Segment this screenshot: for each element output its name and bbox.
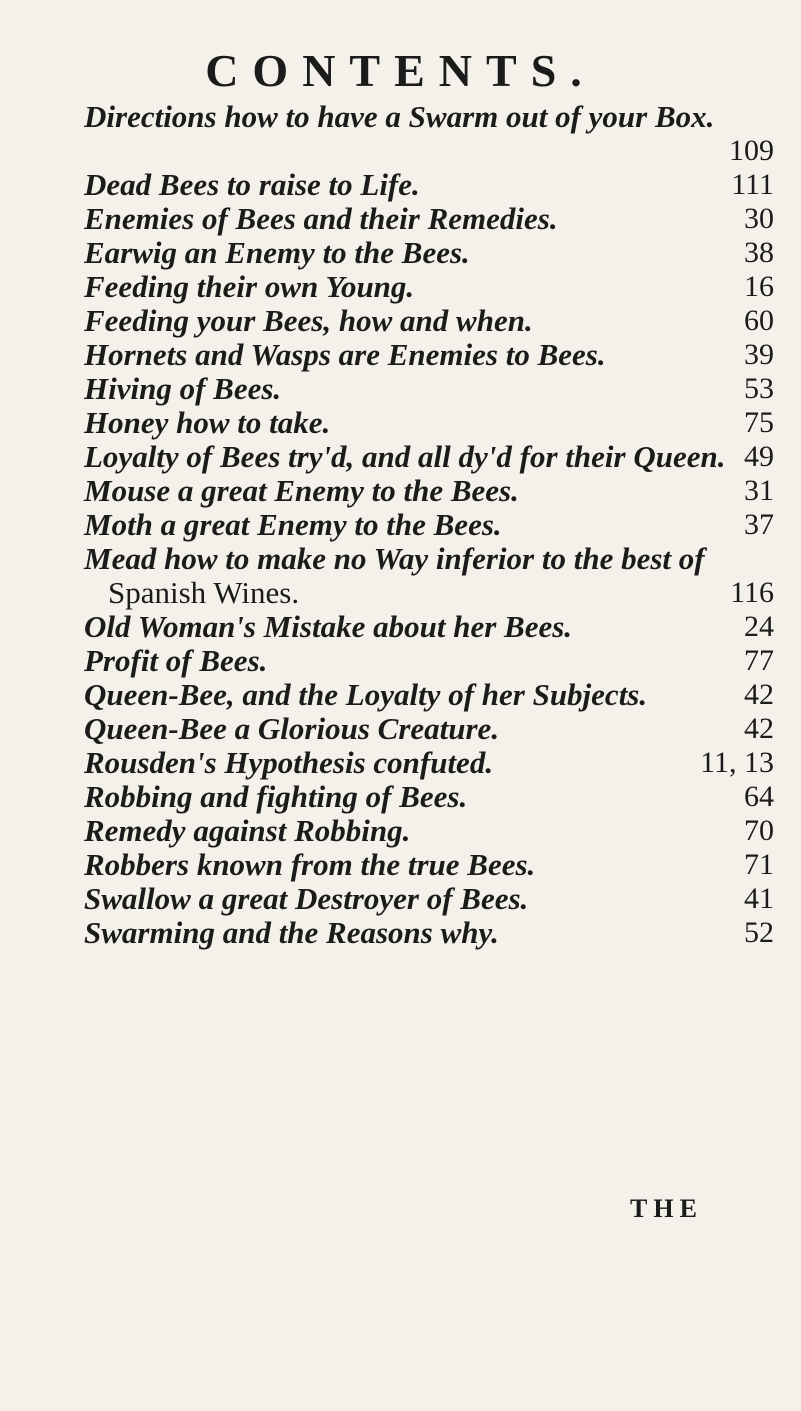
entry-page: 71 <box>744 848 774 881</box>
entry-page: 38 <box>744 236 774 269</box>
entry-title: Swarming and the Reasons why. <box>84 915 499 950</box>
entry-title: Robbing and fighting of Bees. <box>84 779 468 814</box>
entry-page: 16 <box>744 270 774 303</box>
entry-page: 77 <box>744 644 774 677</box>
entry-title: Old Woman's Mistake about her Bees. <box>84 609 573 644</box>
entry-title: Mouse a great Enemy to the Bees. <box>84 473 519 508</box>
entry-page: 11, 13 <box>700 746 774 779</box>
entry-title: Queen-Bee, and the Loyalty of her Subjects. <box>84 677 648 712</box>
entry-title: Dead Bees to raise to Life. <box>84 167 420 202</box>
entry-page: 109 <box>729 134 774 167</box>
entry-page: 41 <box>744 882 774 915</box>
entry-page: 37 <box>744 508 774 541</box>
entry-title: Hornets and Wasps are Enemies to Bees. <box>84 337 606 372</box>
entry-title: Queen-Bee a Glorious Creature. <box>84 711 500 746</box>
entry-page: 75 <box>744 406 774 439</box>
catchword: THE <box>630 1194 703 1223</box>
entry-title: Directions how to have a Swarm out of your Box. <box>84 99 715 134</box>
entry-page: 116 <box>730 576 774 609</box>
entry-title: Moth a great Enemy to the Bees. <box>84 507 502 542</box>
entry-page: 39 <box>744 338 774 371</box>
entry-title: Feeding their own Young. <box>84 269 415 304</box>
entry-title: Spanish Wines. <box>108 575 300 610</box>
entry-title: Loyalty of Bees try'd, and all dy'd for their Queen. <box>84 439 726 474</box>
entry-page: 42 <box>744 712 774 745</box>
entry-title: Mead how to make no Way inferior to the best of <box>84 541 705 576</box>
entry-page: 111 <box>731 168 774 201</box>
entry-page: 60 <box>744 304 774 337</box>
entry-title: Profit of Bees. <box>84 643 268 678</box>
entry-title: Honey how to take. <box>84 405 331 440</box>
entry-title: Earwig an Enemy to the Bees. <box>84 235 470 270</box>
entry-page: 42 <box>744 678 774 711</box>
entry-page: 70 <box>744 814 774 847</box>
entry-page: 24 <box>744 610 774 643</box>
entry-title: Enemies of Bees and their Remedies. <box>84 201 558 236</box>
entry-title: Remedy against Robbing. <box>84 813 411 848</box>
toc-entry <box>84 100 774 168</box>
entry-page: 49 <box>744 440 774 473</box>
entry-page: 31 <box>744 474 774 507</box>
entry-title: Hiving of Bees. <box>84 371 282 406</box>
entry-title: Swallow a great Destroyer of Bees. <box>84 881 529 916</box>
entry-page: 52 <box>744 916 774 949</box>
entry-title: Rousden's Hypothesis confuted. <box>84 745 494 780</box>
entry-title: Robbers known from the true Bees. <box>84 847 536 882</box>
entry-title: Feeding your Bees, how and when. <box>84 303 533 338</box>
entry-page: 53 <box>744 372 774 405</box>
entry-page: 30 <box>744 202 774 235</box>
page-heading: CONTENTS. <box>205 45 596 96</box>
entry-page: 64 <box>744 780 774 813</box>
